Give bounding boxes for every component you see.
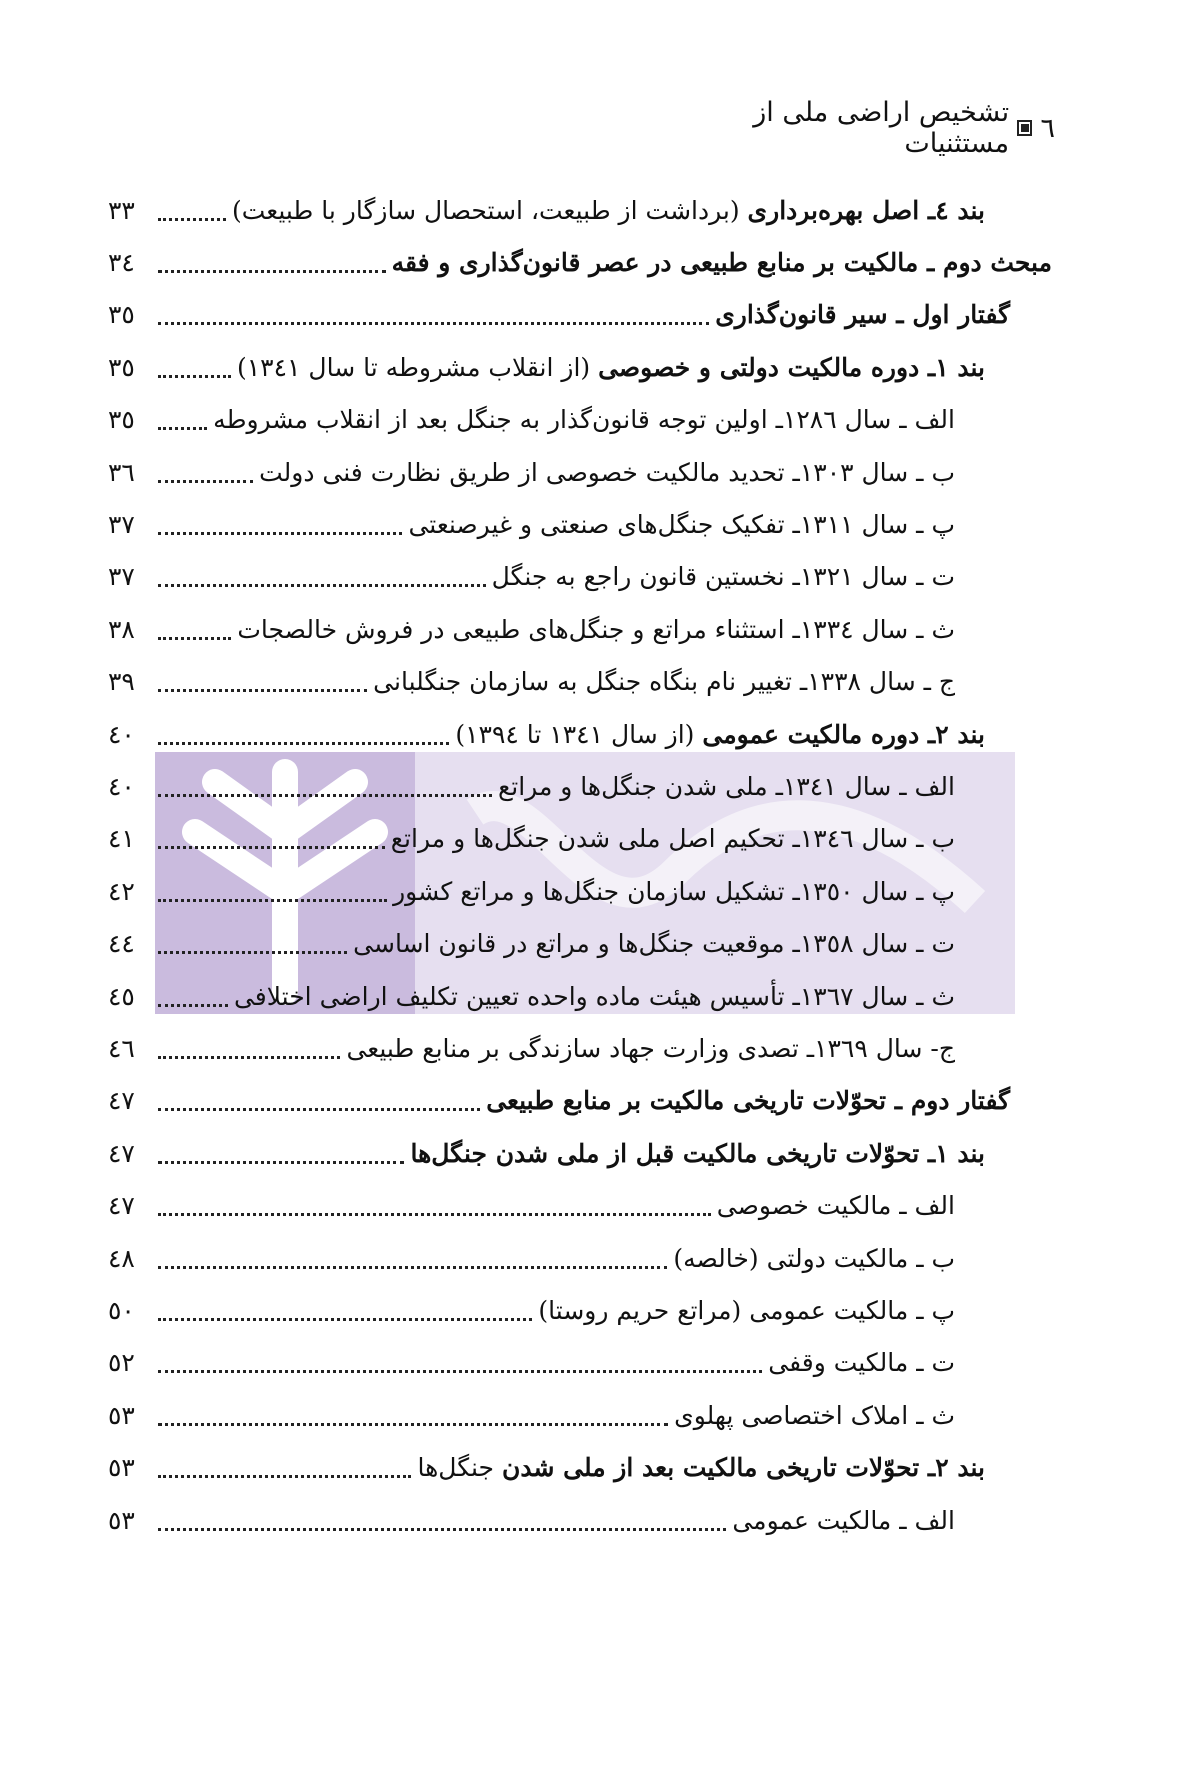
toc-entry[interactable] bbox=[108, 1500, 955, 1540]
toc-entry-title bbox=[391, 824, 955, 853]
toc-page-number: ٥٢ bbox=[108, 1348, 135, 1378]
toc-entry-heading: ج ـ سال ١٣٣٨ـ تغییر نام بنگاه جنگل به سازمان جنگلبانی bbox=[373, 667, 955, 697]
toc-entry[interactable] bbox=[108, 766, 955, 806]
toc-entry-title bbox=[674, 1401, 955, 1430]
toc-entry-heading: ت ـ سال ١٣٥٨ـ موقعیت جنگل‌ها و مراتع در قانون اساسی bbox=[353, 929, 955, 959]
toc-page-number: ٣٥ bbox=[108, 352, 135, 382]
toc-page-number: ٤٦ bbox=[108, 1033, 135, 1063]
toc-entry-title bbox=[373, 667, 955, 696]
toc-dot-leader bbox=[158, 375, 231, 378]
toc-entry[interactable] bbox=[108, 1133, 985, 1173]
toc-entry-title bbox=[259, 458, 955, 487]
toc-dot-leader bbox=[158, 1318, 532, 1321]
toc-dot-leader bbox=[158, 1370, 762, 1373]
toc-page-number: ٤٧ bbox=[108, 1138, 135, 1168]
toc-entry-heading: ث ـ سال ١٣٦٧ـ تأسیس هیئت ماده واحده تعیین تکلیف اراضی اختلافی bbox=[233, 981, 955, 1011]
toc-entry-title bbox=[213, 405, 955, 434]
toc-entry-title bbox=[393, 877, 955, 906]
toc-entry-heading: ج- سال ١٣٦٩ـ تصدی وزارت جهاد سازندگی بر منابع طبیعی bbox=[346, 1033, 955, 1063]
toc-dot-leader bbox=[158, 1528, 726, 1531]
toc-entry[interactable] bbox=[108, 819, 955, 859]
toc-entry-heading: مبحث دوم ـ مالکیت بر منابع طبیعی در عصر قانون‌گذاری و فقه bbox=[391, 247, 1052, 277]
toc-entry-title bbox=[417, 1453, 985, 1482]
toc-entry-subtitle: (از انقلاب مشروطه تا سال ١٣٤١) bbox=[236, 352, 599, 382]
toc-dot-leader bbox=[158, 1266, 667, 1269]
toc-entry-heading: ب ـ مالکیت دولتی (خالصه) bbox=[673, 1243, 955, 1273]
toc-entry-title bbox=[237, 615, 955, 644]
toc-entry-title bbox=[234, 982, 955, 1011]
toc-entry-heading: بند ٢ـ تحوّلات تاریخی مالکیت بعد از ملی شدن bbox=[501, 1453, 985, 1483]
toc-entry[interactable] bbox=[108, 1395, 955, 1435]
toc-entry-heading: پ ـ سال ١٣١١ـ تفکیک جنگل‌های صنعتی و غیرصنعتی bbox=[408, 509, 955, 539]
toc-entry-title bbox=[237, 353, 985, 382]
toc-page-number: ٤٤ bbox=[108, 929, 135, 959]
toc-entry[interactable] bbox=[108, 609, 955, 649]
toc-entry-title bbox=[392, 248, 1052, 277]
toc-page-number: ٣٤ bbox=[108, 247, 135, 277]
square-bullet-icon bbox=[1017, 120, 1032, 136]
toc-entry-subtitle: جنگل‌ها bbox=[417, 1453, 502, 1483]
toc-entry[interactable] bbox=[108, 400, 955, 440]
toc-entry-title bbox=[538, 1296, 955, 1325]
toc-entry-subtitle: (برداشت از طبیعت، استحصال سازگار با طبیعت) bbox=[231, 195, 748, 225]
toc-entry[interactable] bbox=[108, 557, 955, 597]
toc-page-number: ٤١ bbox=[108, 824, 135, 854]
toc-dot-leader bbox=[158, 794, 492, 797]
toc-page-number: ٤٠ bbox=[108, 719, 135, 749]
toc-entry-heading: گفتار دوم ـ تحوّلات تاریخی مالکیت بر منابع طبیعی bbox=[486, 1086, 1010, 1116]
toc-page-number: ٤٧ bbox=[108, 1086, 135, 1116]
header-book-title: تشخیص اراضی ملی از مستثنیات bbox=[753, 97, 1010, 159]
toc-entry[interactable] bbox=[108, 1238, 955, 1278]
toc-dot-leader bbox=[158, 1475, 411, 1478]
page-header bbox=[660, 97, 1055, 159]
toc-page-number: ٣٧ bbox=[108, 562, 135, 592]
toc-dot-leader bbox=[158, 951, 347, 954]
toc-dot-leader bbox=[158, 480, 253, 483]
toc-dot-leader bbox=[158, 427, 207, 430]
toc-entry-title bbox=[455, 720, 985, 749]
toc-entry-heading: بند ٢ـ دوره مالکیت عمومی bbox=[702, 719, 985, 749]
toc-entry-heading: الف ـ مالکیت خصوصی bbox=[716, 1191, 955, 1221]
toc-dot-leader bbox=[158, 1108, 480, 1111]
toc-dot-leader bbox=[158, 742, 449, 745]
toc-entry[interactable] bbox=[108, 1448, 985, 1488]
toc-page-number: ٤٢ bbox=[108, 876, 135, 906]
toc-entry-heading: الف ـ مالکیت عمومی bbox=[732, 1505, 955, 1535]
toc-entry-heading: بند ١ـ تحوّلات تاریخی مالکیت قبل از ملی شدن جنگل‌ها bbox=[410, 1138, 985, 1168]
toc-entry[interactable] bbox=[108, 1081, 1010, 1121]
toc-entry-heading: بند ٤ـ اصل بهره‌برداری bbox=[747, 195, 985, 225]
toc-dot-leader bbox=[158, 1056, 340, 1059]
toc-page-number: ٤٠ bbox=[108, 771, 135, 801]
toc-page-number: ٤٥ bbox=[108, 981, 135, 1011]
toc-entry[interactable] bbox=[108, 714, 985, 754]
toc-entry-subtitle: (از سال ١٣٤١ تا ١٣٩٤) bbox=[455, 719, 703, 749]
toc-dot-leader bbox=[158, 532, 402, 535]
toc-entry-title bbox=[715, 300, 1010, 329]
toc-entry-title bbox=[346, 1034, 955, 1063]
toc-page-number: ٣٥ bbox=[108, 405, 135, 435]
toc-page-number: ٣٥ bbox=[108, 300, 135, 330]
toc-dot-leader bbox=[158, 270, 386, 273]
toc-page-number: ٣٣ bbox=[108, 195, 135, 225]
toc-entry[interactable] bbox=[108, 1028, 955, 1068]
header-page-number: ٦ bbox=[1040, 112, 1055, 144]
toc-entry-title bbox=[353, 929, 955, 958]
toc-entry-title bbox=[768, 1348, 955, 1377]
toc-entry-heading: الف ـ سال ١٣٤١ـ ملی شدن جنگل‌ها و مراتع bbox=[497, 771, 955, 801]
toc-dot-leader bbox=[158, 689, 367, 692]
toc-entry[interactable] bbox=[108, 1290, 955, 1330]
toc-entry-title bbox=[673, 1244, 955, 1273]
toc-dot-leader bbox=[158, 846, 385, 849]
toc-entry-heading: ب ـ سال ١٣٠٣ـ تحدید مالکیت خصوصی از طریق نظارت فنی دولت bbox=[259, 457, 955, 487]
toc-entry[interactable] bbox=[108, 976, 955, 1016]
toc-entry[interactable] bbox=[108, 347, 985, 387]
toc-dot-leader bbox=[158, 1004, 228, 1007]
toc-entry-heading: پ ـ مالکیت عمومی (مراتع حریم روستا) bbox=[538, 1295, 955, 1325]
toc-dot-leader bbox=[158, 899, 387, 902]
toc-dot-leader bbox=[158, 322, 709, 325]
toc-entry-heading: ث ـ سال ١٣٣٤ـ استثناء مراتع و جنگل‌های طبیعی در فروش خالصجات bbox=[237, 614, 955, 644]
toc-page-number: ٣٩ bbox=[108, 667, 135, 697]
toc-entry[interactable] bbox=[108, 242, 1052, 282]
toc-entry-title bbox=[717, 1191, 955, 1220]
toc-entry-title bbox=[410, 1139, 985, 1168]
toc-entry-heading: ت ـ سال ١٣٢١ـ نخستین قانون راجع به جنگل bbox=[491, 562, 955, 592]
toc-page-number: ٥٣ bbox=[108, 1400, 135, 1430]
toc-entry-heading: ث ـ املاک اختصاصی پهلوی bbox=[674, 1400, 955, 1430]
toc-dot-leader bbox=[158, 1161, 404, 1164]
toc-page-number: ٥٣ bbox=[108, 1453, 135, 1483]
toc-page-number: ٣٦ bbox=[108, 457, 135, 487]
toc-entry[interactable] bbox=[108, 871, 955, 911]
toc-entry[interactable] bbox=[108, 662, 955, 702]
toc-dot-leader bbox=[158, 218, 226, 221]
toc-entry[interactable] bbox=[108, 295, 1010, 335]
toc-page-number: ٤٨ bbox=[108, 1243, 135, 1273]
toc-entry[interactable] bbox=[108, 924, 955, 964]
toc-entry-heading: گفتار اول ـ سیر قانون‌گذاری bbox=[715, 300, 1010, 330]
toc-page-number: ٥٣ bbox=[108, 1505, 135, 1535]
toc-entry-heading: الف ـ سال ١٢٨٦ـ اولین توجه قانون‌گذار به جنگل بعد از انقلاب مشروطه bbox=[213, 405, 955, 435]
toc-dot-leader bbox=[158, 584, 486, 587]
toc-entry-heading: پ ـ سال ١٣٥٠ـ تشکیل سازمان جنگل‌ها و مراتع کشور bbox=[393, 876, 955, 906]
toc-entry-title bbox=[486, 1086, 1010, 1115]
toc-dot-leader bbox=[158, 1423, 668, 1426]
toc-page-number: ٣٨ bbox=[108, 614, 135, 644]
toc-dot-leader bbox=[158, 1213, 711, 1216]
toc-entry-title bbox=[492, 562, 955, 591]
toc-entry[interactable] bbox=[108, 452, 955, 492]
toc-entry-heading: بند ١ـ دوره مالکیت دولتی و خصوصی bbox=[598, 352, 985, 382]
toc-entry-title bbox=[732, 1506, 955, 1535]
toc-dot-leader bbox=[158, 637, 231, 640]
toc-entry[interactable] bbox=[108, 1186, 955, 1226]
toc-entry-title bbox=[408, 510, 955, 539]
toc-entry[interactable] bbox=[108, 190, 985, 230]
toc-entry-title bbox=[232, 196, 985, 225]
toc-entry[interactable] bbox=[108, 504, 955, 544]
toc-page-number: ٣٧ bbox=[108, 509, 135, 539]
toc-entry-heading: ب ـ سال ١٣٤٦ـ تحکیم اصل ملی شدن جنگل‌ها و مراتع bbox=[390, 824, 955, 854]
toc-entry-title bbox=[498, 772, 955, 801]
toc-entry-heading: ت ـ مالکیت وقفی bbox=[768, 1348, 955, 1378]
toc-page-number: ٥٠ bbox=[108, 1295, 135, 1325]
toc-page-number: ٤٧ bbox=[108, 1191, 135, 1221]
toc-entry[interactable] bbox=[108, 1343, 955, 1383]
